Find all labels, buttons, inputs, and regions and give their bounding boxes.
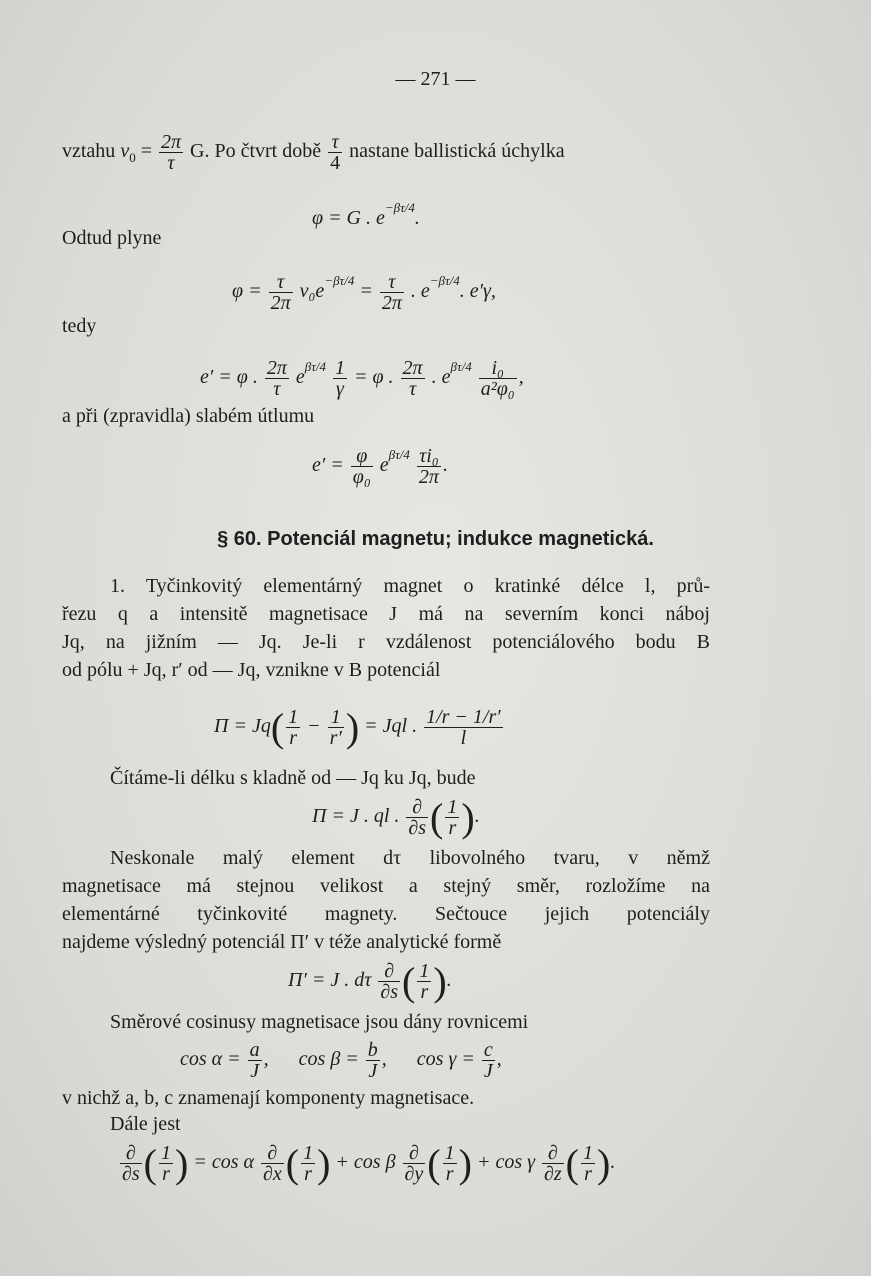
word-vztahu: vztahu xyxy=(62,140,116,163)
numerator: τi₀ xyxy=(417,446,441,467)
numerator: τ xyxy=(328,132,342,153)
numerator: τ xyxy=(269,272,293,293)
cos-gamma: cos γ = xyxy=(416,1048,475,1071)
cos-alpha: cos α = xyxy=(180,1048,241,1071)
left-paren: ( xyxy=(430,795,444,840)
denominator: r xyxy=(304,1163,312,1185)
denominator: ∂z xyxy=(544,1163,562,1185)
paragraph-3-line-4: najdeme výsledný potenciál Π′ v téže analytické formě xyxy=(62,931,502,953)
numerator: τ xyxy=(380,272,404,293)
numerator: a xyxy=(249,1039,260,1061)
numerator: φ xyxy=(351,446,373,467)
left-paren: ( xyxy=(143,1141,157,1186)
fraction xyxy=(286,707,300,748)
paragraph-6: Dále jest xyxy=(110,1113,181,1135)
fraction xyxy=(366,1040,380,1081)
eq-lhs: e′ = φ . xyxy=(200,366,258,389)
numerator: 2π xyxy=(160,131,182,153)
minus: − xyxy=(307,715,321,738)
denominator: ∂x xyxy=(262,1163,282,1185)
left-paren: ( xyxy=(270,705,285,750)
eq-lhs: Π = Jq xyxy=(214,715,271,738)
numerator: ∂ xyxy=(403,1143,426,1164)
equals: = Jql . xyxy=(364,715,418,738)
denominator: r xyxy=(162,1163,170,1185)
fraction xyxy=(248,1040,262,1081)
numerator: 1 xyxy=(419,960,430,982)
denominator: 2π xyxy=(270,292,291,314)
fraction xyxy=(401,358,425,399)
page-number: — 271 — xyxy=(395,68,476,90)
e-symbol: . e xyxy=(431,366,451,389)
eq-lhs: Π′ = J . dτ xyxy=(288,969,372,992)
fraction xyxy=(159,1143,173,1184)
right-paren: ) xyxy=(433,959,447,1004)
eq-lhs: φ = xyxy=(232,280,262,303)
fraction xyxy=(351,446,373,487)
numerator: ∂ xyxy=(378,961,400,982)
left-paren: ( xyxy=(565,1141,579,1186)
e-symbol: e xyxy=(295,366,305,389)
denominator: J xyxy=(483,1060,493,1082)
denominator: a²φ₀ xyxy=(480,378,515,400)
paragraph-5: v nichž a, b, c znamenají komponenty magnetisace. xyxy=(62,1087,475,1109)
right-paren: ) xyxy=(317,1141,331,1186)
exponent: βτ/4 xyxy=(450,359,472,375)
plus-cos-gamma: + cos γ xyxy=(476,1151,535,1174)
paragraph-3-line-2: magnetisace má stejnou velikost a stejný směr, rozložíme na xyxy=(62,875,710,897)
eq-lhs: Π = J . ql . xyxy=(312,805,400,828)
numerator: ∂ xyxy=(261,1143,284,1164)
fraction-2pi-tau xyxy=(159,132,183,173)
fraction xyxy=(417,961,431,1002)
denominator: φ₀ xyxy=(352,466,371,488)
fraction xyxy=(479,358,517,399)
denominator: J xyxy=(250,1060,260,1082)
denominator: r′ xyxy=(329,727,342,749)
left-paren: ( xyxy=(402,959,416,1004)
fraction xyxy=(542,1143,564,1184)
fraction xyxy=(417,446,441,487)
exponent: βτ/4 xyxy=(388,447,410,463)
equation-9 xyxy=(118,1140,615,1187)
fraction xyxy=(301,1143,315,1184)
equation-3 xyxy=(200,358,524,399)
equals-cos-alpha: = cos α xyxy=(193,1151,254,1174)
fraction xyxy=(265,358,289,399)
equation-7 xyxy=(288,958,452,1005)
fraction xyxy=(380,272,404,313)
denominator: 2π xyxy=(418,466,439,488)
numerator: 1 xyxy=(583,1142,593,1164)
eq-end: . xyxy=(474,805,480,828)
denominator: ∂s xyxy=(380,981,399,1003)
denominator: ∂s xyxy=(408,817,427,839)
exponent: −βτ/4 xyxy=(324,273,355,289)
equation-8: cos α = $\frac{a}{J}$ , cos β = $\frac{b}{J}$ , cos γ = $\frac{c}{J}$ , xyxy=(180,1039,502,1082)
exponent: −βτ/4 xyxy=(384,200,415,215)
paragraph-2: Čítáme-li délku s kladně od — Jq ku Jq, bude xyxy=(110,767,476,789)
eq-lhs: e′ = xyxy=(312,454,344,477)
eq-end: . e′γ, xyxy=(459,280,496,303)
fraction xyxy=(443,1143,457,1184)
eq-end: . xyxy=(610,1151,616,1174)
fraction xyxy=(424,707,503,748)
fraction-tau-4 xyxy=(328,132,342,173)
fraction xyxy=(333,358,347,399)
paragraph-3-line-1: Neskonale malý element dτ libovolného tvaru, v němž xyxy=(110,847,710,869)
right-paren: ) xyxy=(458,1141,472,1186)
denominator: γ xyxy=(336,378,344,400)
subscript: 0 xyxy=(129,150,136,166)
denominator: r xyxy=(445,1163,454,1185)
numerator: ∂ xyxy=(542,1143,564,1164)
numerator: 1 xyxy=(161,1142,171,1164)
denominator: 4 xyxy=(330,152,341,174)
exponent: −βτ/4 xyxy=(429,273,460,289)
fraction xyxy=(328,707,344,748)
fraction xyxy=(261,1143,284,1184)
fraction xyxy=(581,1143,595,1184)
right-paren: ) xyxy=(461,795,475,840)
numerator: i₀ xyxy=(479,358,517,379)
v-symbol: v xyxy=(120,140,130,163)
text-line-1 xyxy=(62,132,565,173)
plus-cos-beta: + cos β xyxy=(335,1151,396,1174)
fraction xyxy=(445,797,459,838)
fraction xyxy=(120,1143,142,1184)
denominator: 2π xyxy=(381,292,402,314)
exponent: βτ/4 xyxy=(304,359,326,375)
denominator: r xyxy=(289,727,298,749)
left-paren: ( xyxy=(427,1141,441,1186)
fraction xyxy=(403,1143,426,1184)
text-tedy: tedy xyxy=(62,315,97,337)
e-symbol: e xyxy=(379,454,389,477)
paragraph-4: Směrové cosinusy magnetisace jsou dány rovnicemi xyxy=(110,1011,529,1033)
denominator: J xyxy=(368,1060,378,1082)
denominator: τ xyxy=(408,378,417,400)
denominator: r xyxy=(584,1163,592,1185)
numerator: 2π xyxy=(266,357,287,379)
numerator: ∂ xyxy=(120,1143,142,1164)
denominator: l xyxy=(460,727,467,749)
eq-lhs: φ = G . e xyxy=(312,207,385,229)
denominator: ∂s xyxy=(122,1163,140,1185)
paragraph-3-line-3: elementárné tyčinkovité magnety. Sečtouce jejich potenciály xyxy=(62,903,710,925)
left-paren: ( xyxy=(285,1141,300,1186)
paragraph-1-line-2: řezu q a intensitě magnetisace J má na severním konci náboj xyxy=(62,603,710,625)
denominator: r xyxy=(448,817,457,839)
section-heading: § 60. Potenciál magnetu; indukce magnetická. xyxy=(217,528,654,550)
equation-2 xyxy=(232,272,496,313)
eq-end: . xyxy=(442,454,448,477)
numerator: c xyxy=(483,1039,493,1061)
text-apri: a při (zpravidla) slabém útlumu xyxy=(62,405,315,427)
denominator: ∂y xyxy=(404,1163,424,1185)
equation-6 xyxy=(312,794,480,841)
denominator: r xyxy=(420,981,429,1003)
paragraph-1-line-1: 1. Tyčinkovitý elementárný magnet o kratinké délce l, prů- xyxy=(110,575,710,597)
denominator: τ xyxy=(273,378,281,400)
text-segment: nastane ballistická úchylka xyxy=(349,140,565,163)
fraction xyxy=(378,961,400,1002)
cos-beta: cos β = xyxy=(298,1048,359,1071)
numerator: 1/r − 1/r′ xyxy=(426,706,501,728)
numerator: b xyxy=(367,1039,378,1061)
numerator: 1 xyxy=(303,1142,314,1164)
numerator: ∂ xyxy=(406,797,428,818)
text-segment: G. Po čtvrt době xyxy=(190,140,322,163)
equation-5 xyxy=(214,704,505,751)
eq-end: . xyxy=(446,969,452,992)
text-odtud: Odtud plyne xyxy=(62,227,162,249)
eq-end: . xyxy=(414,207,420,229)
eq-end: , xyxy=(518,366,524,389)
equals: = φ . xyxy=(353,366,394,389)
eq-mid: v₀e xyxy=(299,280,325,303)
equals: = xyxy=(359,280,373,303)
equals: = xyxy=(140,140,152,163)
numerator: 1 xyxy=(328,707,344,728)
fraction xyxy=(482,1040,495,1081)
right-paren: ) xyxy=(597,1141,611,1186)
numerator: 1 xyxy=(444,1142,455,1164)
numerator: 1 xyxy=(334,357,345,379)
numerator: 1 xyxy=(447,796,458,818)
right-paren: ) xyxy=(175,1141,189,1186)
paragraph-1-line-4: od pólu + Jq, r′ od — Jq, vznikne v B potenciál xyxy=(62,659,441,681)
equation-4 xyxy=(312,446,448,487)
fraction xyxy=(406,797,428,838)
numerator: 2π xyxy=(402,357,423,379)
eq-tail: . e xyxy=(410,280,430,303)
fraction xyxy=(269,272,293,313)
equation-1 xyxy=(312,200,420,230)
denominator: τ xyxy=(167,152,175,174)
right-paren: ) xyxy=(345,705,360,750)
numerator: 1 xyxy=(288,706,299,728)
paragraph-1-line-3: Jq, na jižním — Jq. Je-li r vzdálenost potenciálového bodu B xyxy=(62,631,710,653)
